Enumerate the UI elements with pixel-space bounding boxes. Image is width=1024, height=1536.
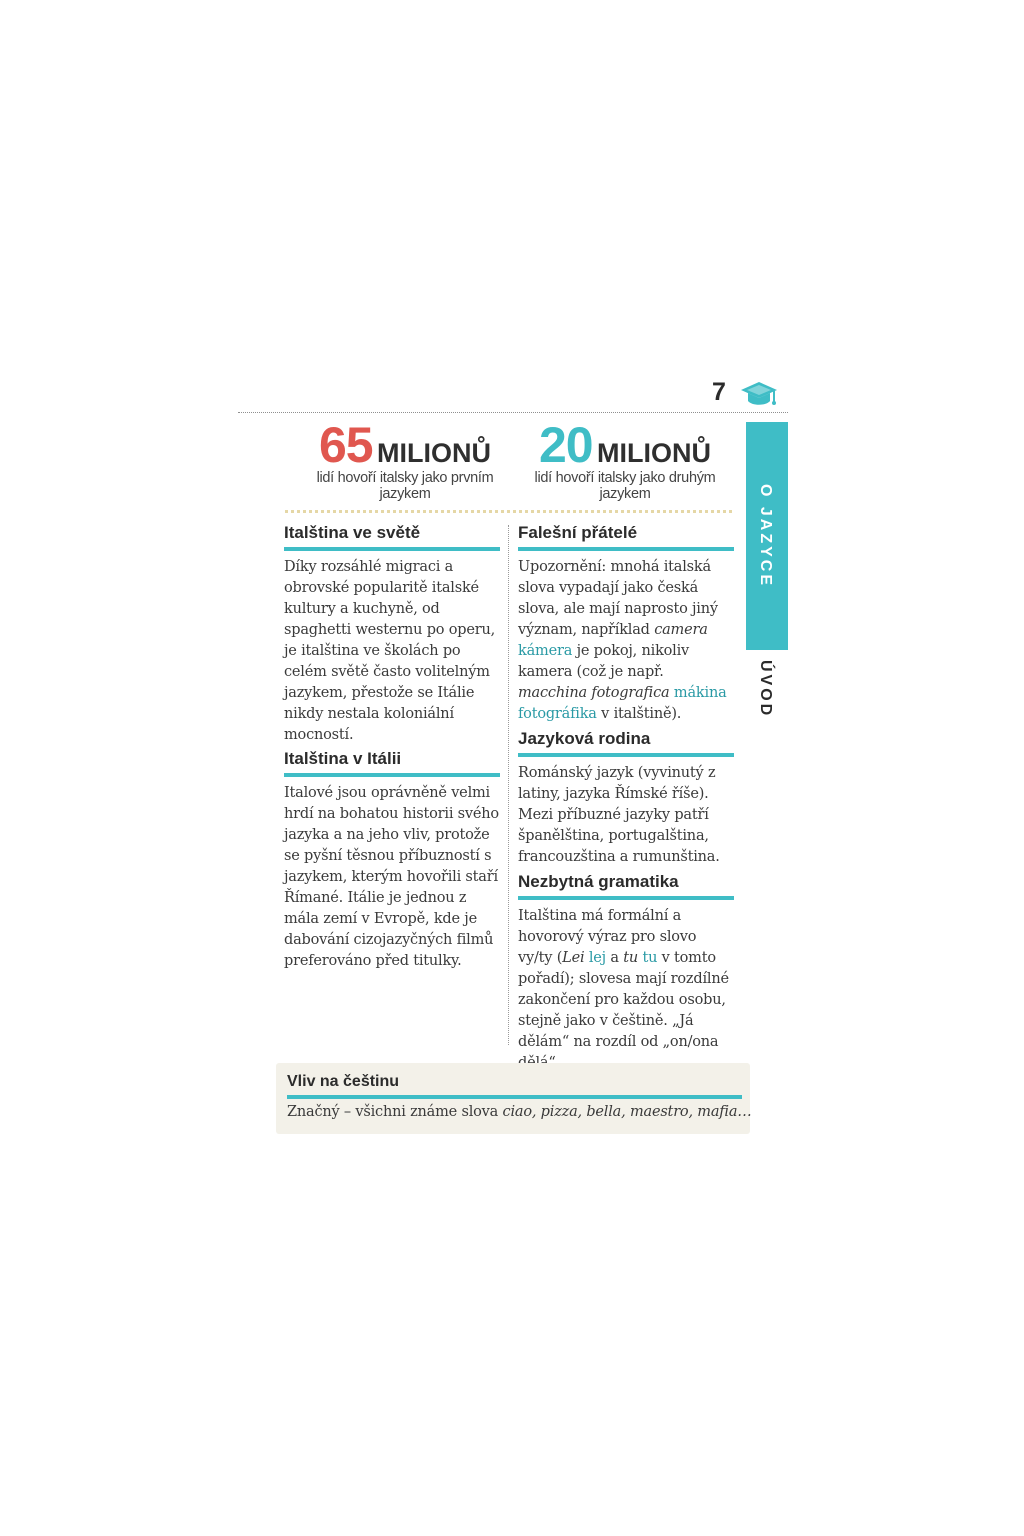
italian-term: camera: [654, 622, 708, 638]
body-text: v italštině).: [601, 706, 682, 722]
body-text: a: [610, 950, 619, 966]
section-italian-in-italy: [284, 749, 500, 972]
italian-term: macchina fotografica: [518, 685, 670, 701]
page-number: 7: [712, 378, 726, 406]
section-body: [518, 906, 734, 1074]
section-body: Díky rozsáhlé migraci a obrovské popularitě italské kultury a kuchyně, od spaghetti westernu po operu, je italština ve školách po celém světě často volitelným jazykem, přestože se Itálie nikdy nestala koloniální mocností.: [284, 559, 496, 743]
stat-description: lidí hovoří italsky jako druhým jazykem: [534, 470, 716, 502]
section-title: Italština ve světě: [284, 523, 500, 551]
stat-unit: MILIONŮ: [377, 438, 492, 468]
section-label: ÚVOD: [757, 660, 774, 719]
section-language-family: [518, 729, 734, 868]
stat-first-language: [300, 417, 510, 502]
section-essential-grammar: [518, 872, 734, 1074]
stat-number: 65: [318, 417, 373, 473]
italian-term: tu: [623, 950, 639, 966]
body-text: Italština má formální a hovorový výraz pro slovo vy/ty (: [518, 908, 697, 966]
section-title: Falešní přátelé: [518, 523, 734, 551]
side-tab: [746, 422, 788, 650]
influence-title: Vliv na češtinu: [287, 1073, 742, 1099]
section-false-friends: [518, 523, 734, 725]
pronunciation: kámera: [518, 643, 573, 659]
pronunciation: tu: [642, 950, 658, 966]
section-body: [518, 557, 734, 725]
pronunciation: mákina fotográfika: [518, 685, 727, 722]
body-text: je pokoj, nikoliv kamera (což je např.: [518, 643, 690, 680]
pronunciation: lej: [588, 950, 606, 966]
section-body: Italové jsou oprávněně velmi hrdí na bohatou historii svého jazyka a na jeho vliv, protože se pyšní těsnou příbuzností s jazykem, kterým hovořili staří Římané. Itálie je jednou z mála zemí v Evropě, kde je dabování cizojazyčných filmů preferováno před titulky.: [284, 785, 499, 969]
section-title: Jazyková rodina: [518, 729, 734, 757]
body-text: Značný – všichni známe slova: [287, 1104, 499, 1120]
section-body: Románský jazyk (vyvinutý z latiny, jazyka Římské říše). Mezi příbuzné jazyky patří španělština, portugalština, francouzština a rumunština.: [518, 765, 720, 865]
section-italian-in-world: [284, 523, 500, 746]
italian-term: Lei: [562, 950, 585, 966]
body-text: v tomto pořadí); slovesa mají rozdílné zakončení pro každou osobu, stejně jako v češtině. „Já dělám“ na rozdíl od „on/ona: [518, 950, 729, 1050]
influence-body: [287, 1104, 752, 1120]
side-tab-label: O JAZYCE: [757, 483, 774, 589]
header-rule: [238, 412, 788, 413]
stat-second-language: [520, 417, 730, 502]
column-divider: [508, 525, 509, 1045]
section-title: Nezbytná gramatika: [518, 872, 734, 900]
stat-number: 20: [538, 417, 593, 473]
stats-divider: [285, 510, 732, 513]
section-title: Italština v Itálii: [284, 749, 500, 777]
italian-examples: ciao, pizza, bella, maestro, mafia…: [502, 1104, 752, 1120]
graduation-cap-icon: [740, 380, 778, 408]
stat-unit: MILIONŮ: [597, 438, 712, 468]
stat-description: lidí hovoří italsky jako prvním jazykem: [316, 470, 494, 502]
influence-box: [276, 1063, 750, 1134]
body-text: Upozornění: mnohá italská slova vypadají jako česká slova, ale mají naprosto jiný význam, například: [518, 559, 718, 638]
